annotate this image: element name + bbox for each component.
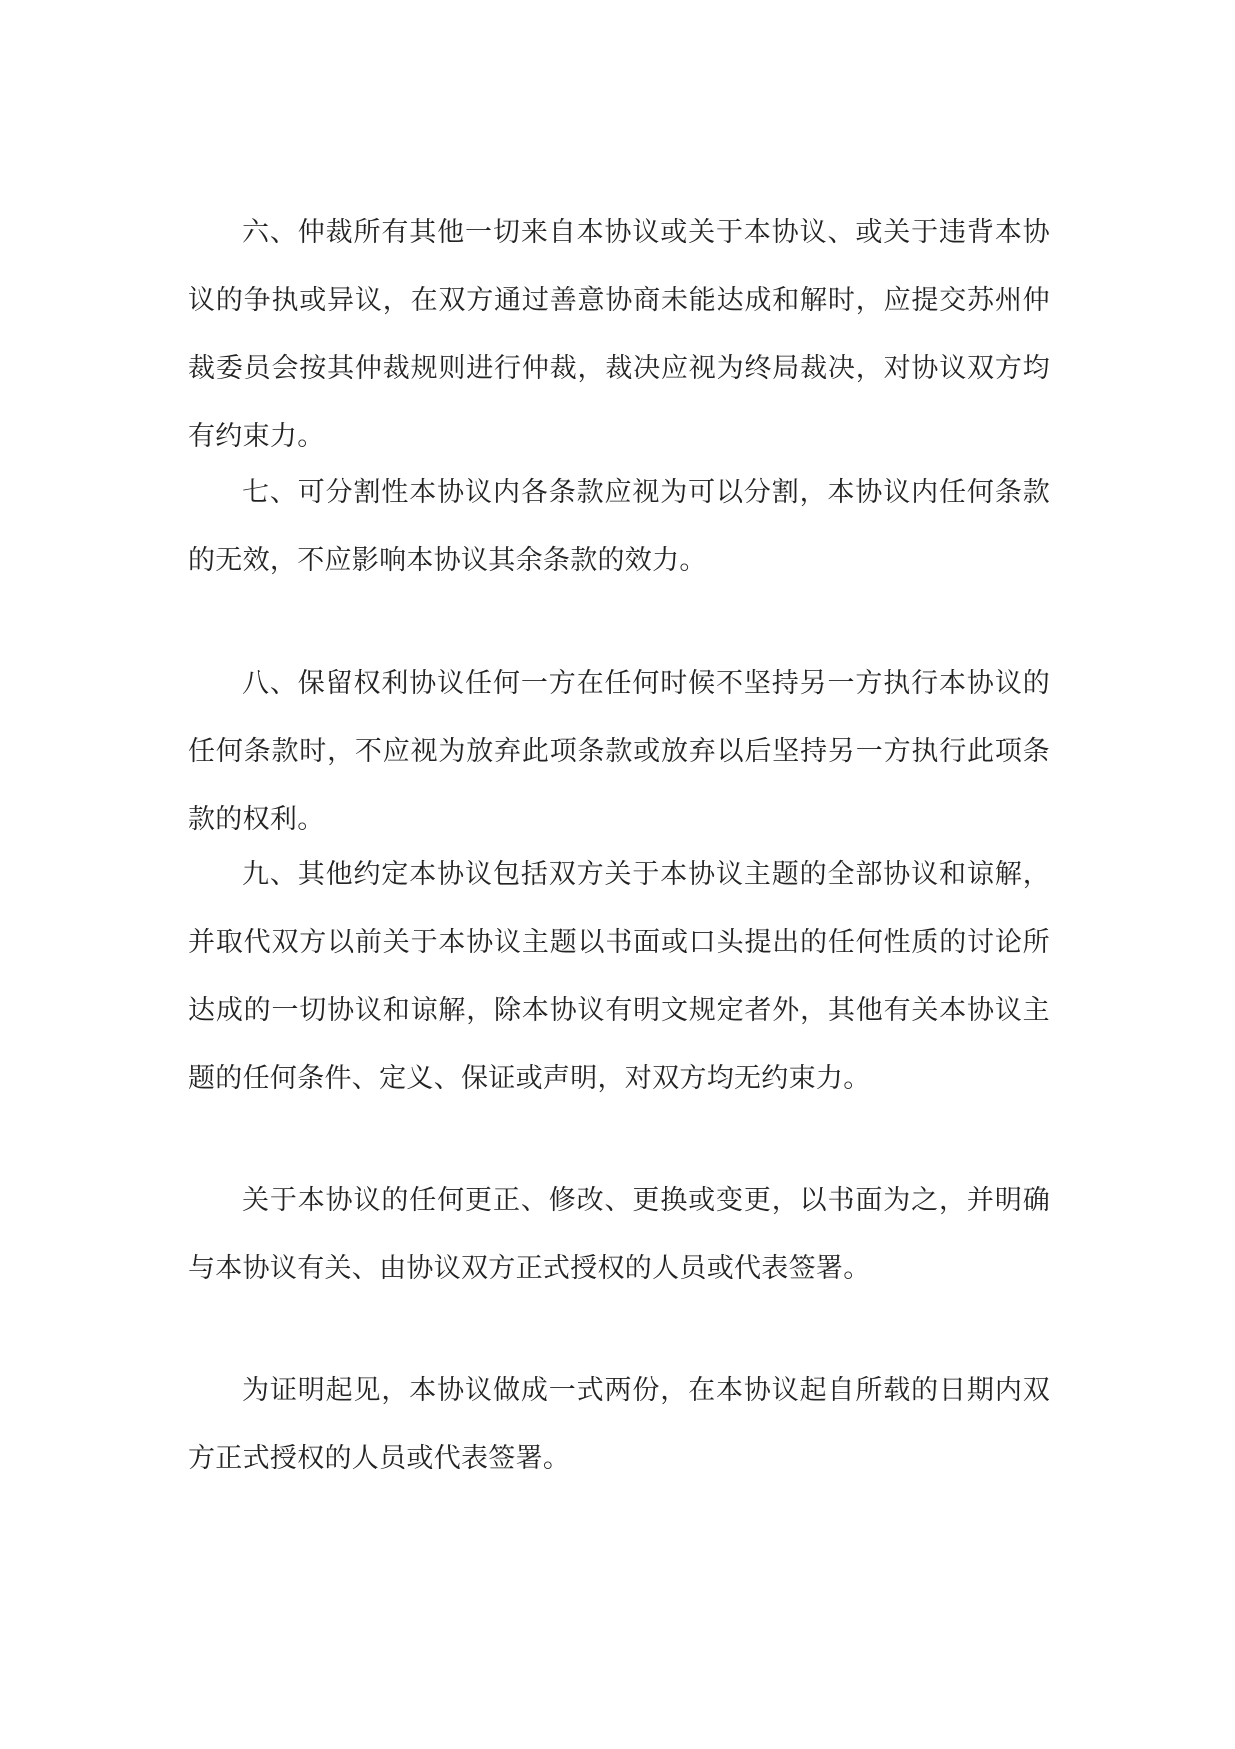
clause-9-other-agreements: 九、其他约定本协议包括双方关于本协议主题的全部协议和谅解，并取代双方以前关于本协议主题以书面或口头提出的任何性质的讨论所达成的一切协议和谅解，除本协议有明文规定者外，其他有关本协议主题的任何条件、定义、保证或声明，对双方均无约束力。 [188,859,1050,1094]
amendment-paragraph: 关于本协议的任何更正、修改、更换或变更，以书面为之，并明确与本协议有关、由协议双方正式授权的人员或代表签署。 [188,1185,1050,1284]
clause-6-arbitration: 六、仲裁所有其他一切来自本协议或关于本协议、或关于违背本协议的争执或异议，在双方通过善意协商未能达成和解时，应提交苏州仲裁委员会按其仲裁规则进行仲裁，裁决应视为终局裁决，对协议双方均有约束力。 [188,217,1050,452]
clause-7-severability: 七、可分割性本协议内各条款应视为可以分割，本协议内任何条款的无效，不应影响本协议其余条款的效力。 [188,477,1050,576]
clause-8-reservation-of-rights: 八、保留权利协议任何一方在任何时候不坚持另一方执行本协议的任何条款时，不应视为放弃此项条款或放弃以后坚持另一方执行此项条款的权利。 [188,668,1050,835]
witness-paragraph: 为证明起见，本协议做成一式两份，在本协议起自所载的日期内双方正式授权的人员或代表签署。 [188,1375,1050,1474]
